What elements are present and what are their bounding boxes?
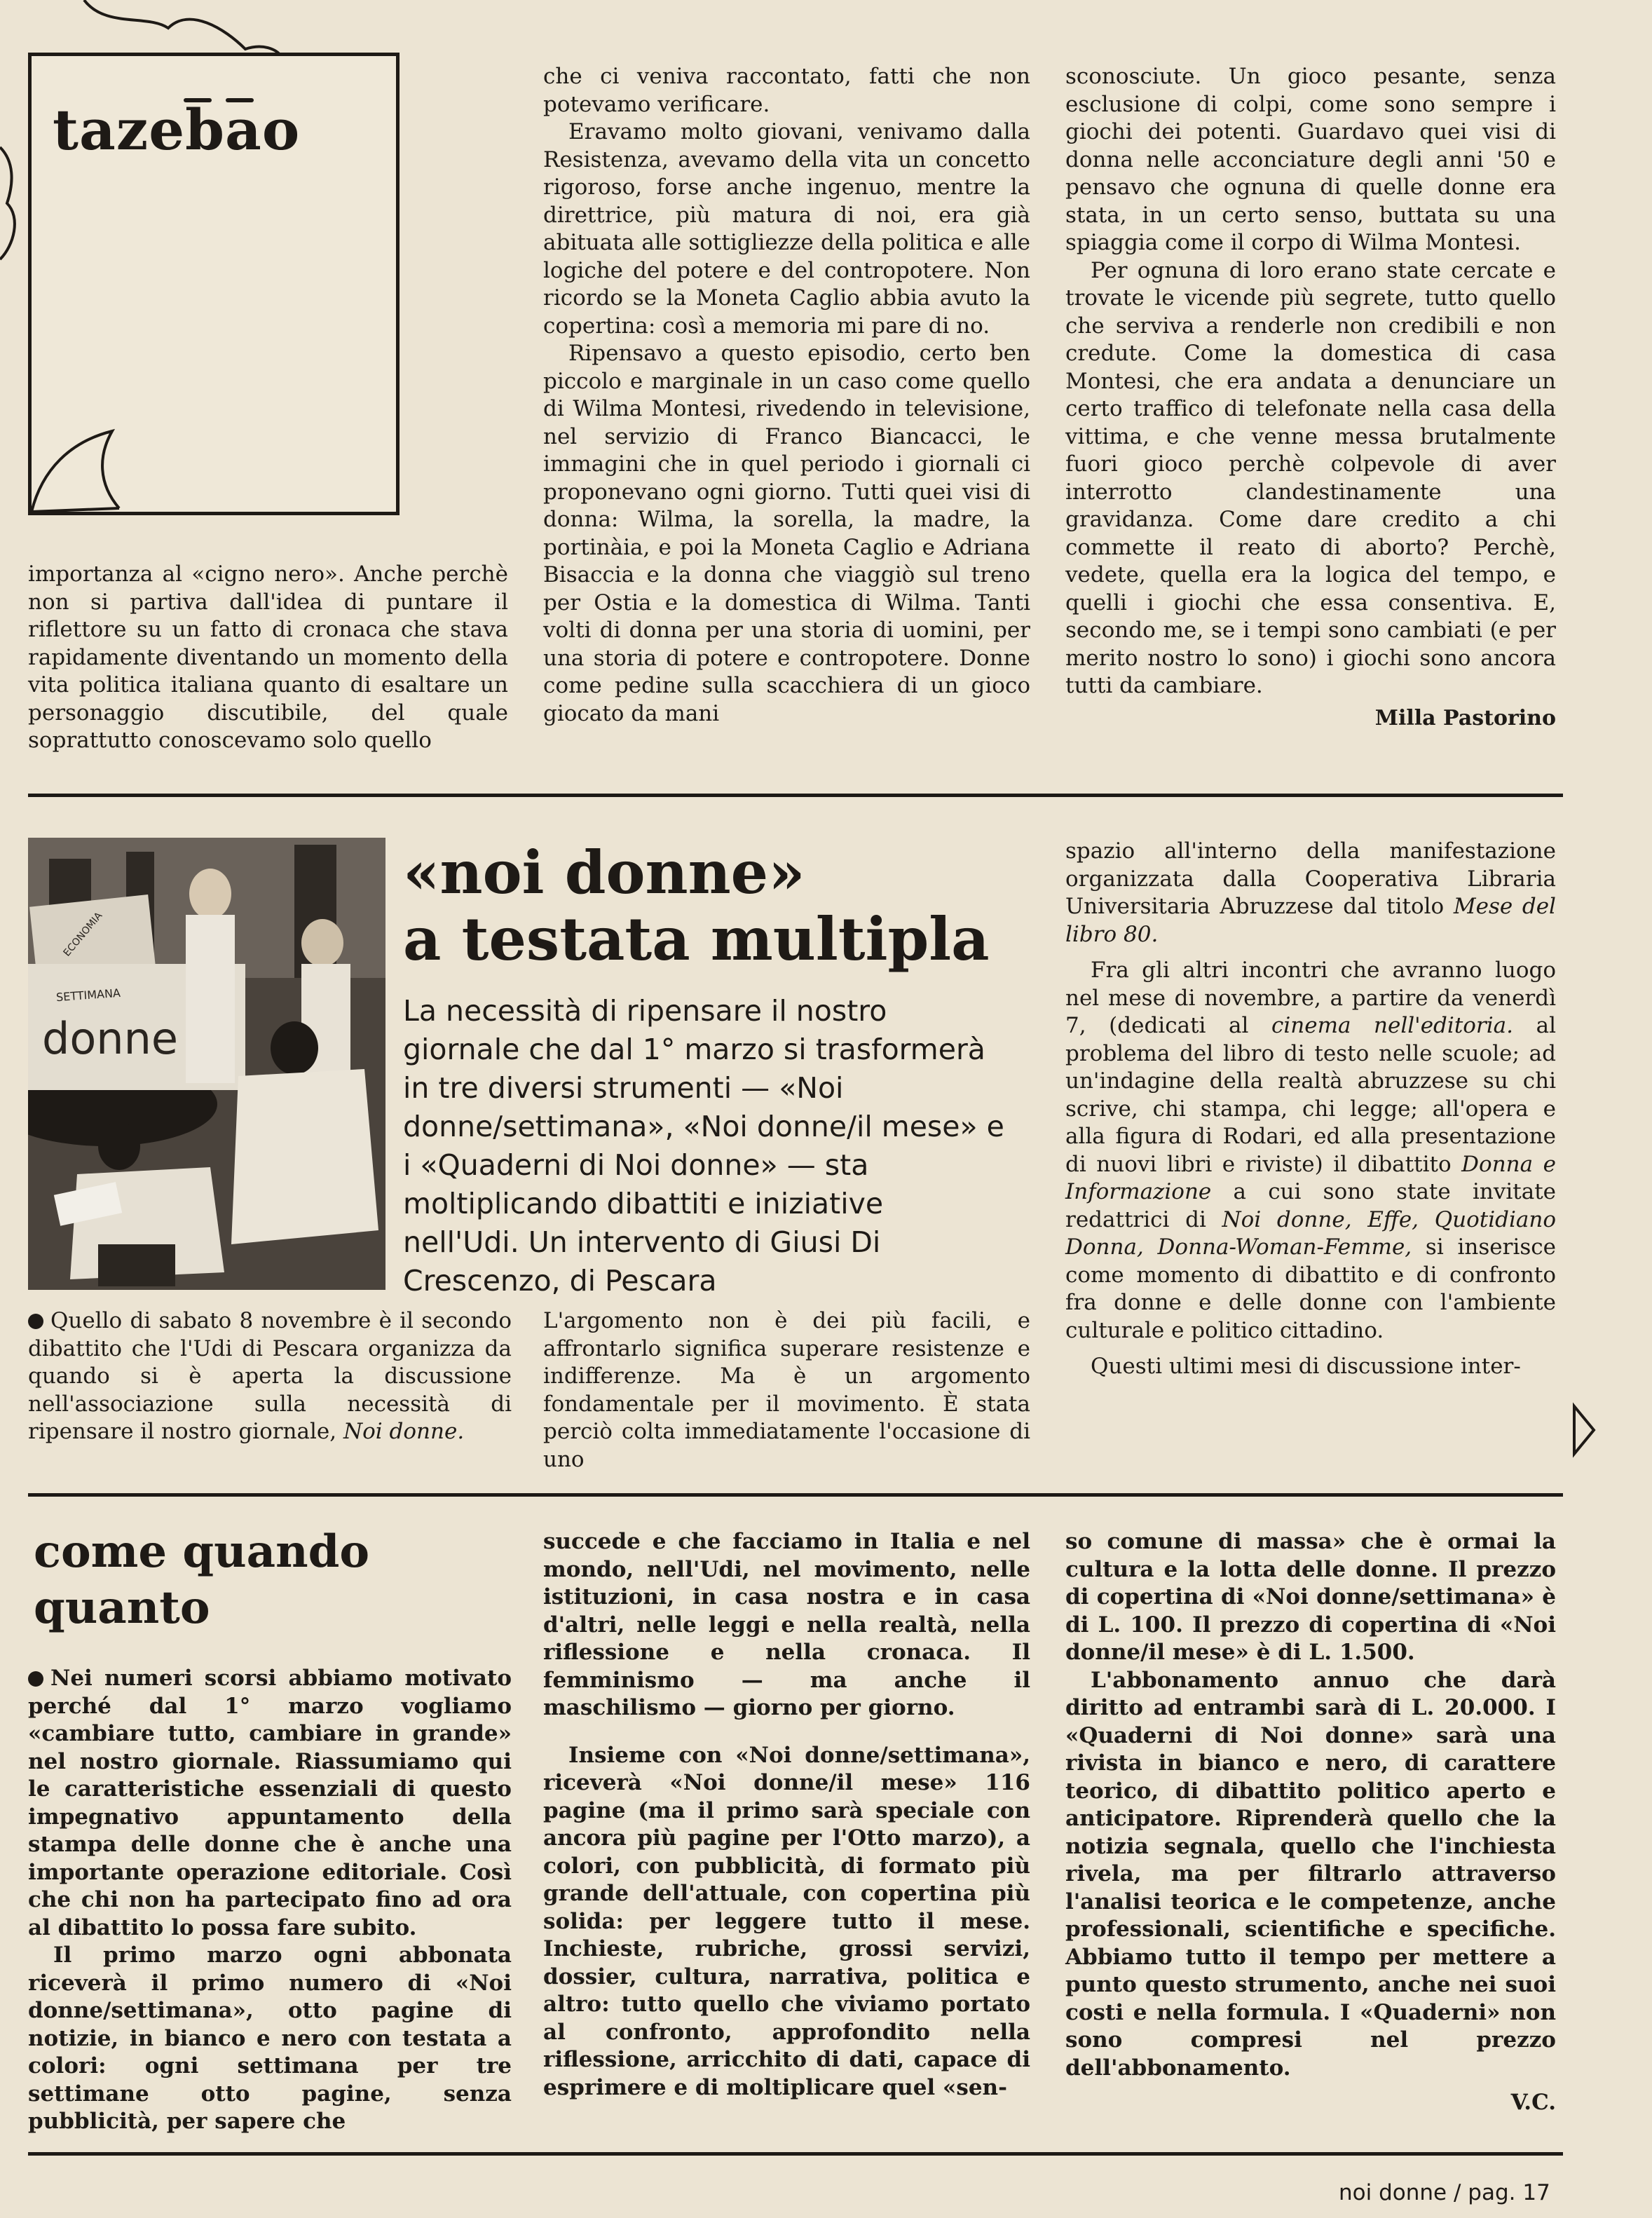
paragraph: Fra gli altri incontri che avranno luogo nel mese di novembre, a partire da venerdì 7, (dedicati al (1065, 958, 1556, 1038)
paragraph: sconosciute. Un gioco pesante, senza esclusione di colpi, come sono sempre i giochi dei potenti. Guardavo quei visi di donna nelle acconciature degli anni '50 e pensavo che ognuna di quelle donne era stata, in un certo senso, buttata su una spiaggia come il corpo di Wilma Montesi. (1065, 64, 1556, 255)
protest-photo (28, 838, 385, 1290)
article2-column-2 (543, 1307, 1030, 1474)
italic-title: Mese del libro 80. (1065, 894, 1556, 947)
photo-banner-text: SETTIMANA (55, 986, 121, 1005)
tazebao-column-2 (543, 63, 1030, 728)
paragraph: Eravamo molto giovani, venivamo dalla Resistenza, avevamo della vita un concetto rigoroso, forse anche ingenuo, mentre la direttrice, più matura di noi, era già abituata alle sottigliezze della politica e alle logiche del potere e del contropotere. Non ricordo se la Moneta Caglio abbia avuto la copertina: così a memoria mi pare di no. (543, 119, 1030, 339)
paragraph: a cui sono state invitate redattrici di (1065, 1179, 1556, 1232)
bullet-icon (28, 1671, 43, 1687)
italic-title: Donna e Informazione (1065, 1151, 1556, 1204)
bullet-icon (28, 1314, 43, 1329)
author-signature: V.C. (1510, 2090, 1556, 2115)
footer-separator: / (1453, 2180, 1461, 2205)
paragraph: succede e che facciamo in Italia e nel mondo, nell'Udi, nel movimento, nelle istituzioni, in casa nostra e in casa d'altri, nelle leggi e nella realtà, nella riflessione e nella cronaca. Il femminismo — ma anche il maschilismo — giorno per giorno. (543, 1529, 1030, 1720)
article-title-line-1: «noi donne» (403, 838, 805, 907)
paragraph: spazio all'interno della manifestazione organizzata dalla Cooperativa Libraria Universitaria Abruzzese dal titolo (1065, 838, 1556, 919)
article-title-line-1: come quando (34, 1525, 370, 1578)
paragraph: al problema del libro di testo nelle scuole; ad un'indagine della realtà abruzzese su chi scrive, chi stampa, chi legge; all'opera e alla figura di Rodari, ed alla presentazione di nuovi libri e riviste) il dibattito (1065, 1013, 1557, 1177)
page-number: 17 (1522, 2180, 1550, 2205)
article-title-line-2: quanto (34, 1581, 210, 1634)
paragraph: si inserisce come momento di dibattito e di confronto fra donne e delle donne con l'ambiente culturale e politico cittadino. (1065, 1234, 1556, 1343)
article3-column-2 (543, 1528, 1030, 2102)
article-deck: La necessità di ripensare il nostro giornale che dal 1° marzo si trasformerà in tre diversi strumenti — «Noi donne/settimana», «Noi donne/il mese» e i «Quaderni di Noi donne» — sta moltiplicando dibattiti e iniziative nell'Udi. Un intervento di Giusi Di Crescenzo, di Pescara (403, 994, 1004, 1298)
paragraph: Insieme con «Noi donne/settimana», riceverà «Noi donne/il mese» 116 pagine (ma il primo sarà speciale con ancora più pagine per l'Otto marzo), a colori, con pubblicità, di formato più grande dell'attuale, con copertina più solida: per leggere tutto il mese. Inchieste, rubriche, grossi servizi, dossier, cultura, narrativa, politica e altro: tutto quello che viviamo portato al confronto, approfondito nella riflessione, arricchito di dati, capace di esprimere e di moltiplicare quel «sen- (543, 1742, 1030, 2100)
paragraph: Nei numeri scorsi abbiamo motivato perché dal 1° marzo vogliamo «cambiare tutto, cambiare in grande» nel nostro giornale. Riassumiamo qui le caratteristiche essenziali di questo impegnativo appuntamento della stampa delle donne che è anche una importante operazione editoriale. Così che chi non ha partecipato fino ad ora al dibattito lo possa fare subito. (28, 1666, 512, 1940)
section-divider (28, 1493, 1563, 1497)
page-footer (1339, 2180, 1550, 2205)
tazebao-column-1 (28, 561, 508, 755)
magazine-brand: noi donne (1339, 2180, 1447, 2205)
photo-sign-text: ECONOMIA (61, 910, 105, 959)
paragraph: Ripensavo a questo episodio, certo ben piccolo e marginale in un caso come quello di Wilma Montesi, rivedendo in televisione, nel servizio di Franco Biancacci, le immagini che in quel periodo i giornali ci proponevano ogni giorno. Tutti quei visi di donna: Wilma, la sorella, la madre, la portinàia, e poi la Moneta Caglio e Adriana Bisaccia e la donna che viaggiò sul treno per Ostia e la domestica di Wilma. Tanti volti di donna per una storia di uomini, per una storia di potere e contropotere. Donne come pedine sulla scacchiera di un gioco giocato da mani (543, 341, 1030, 726)
tazebao-logo: tazebao (53, 97, 301, 163)
section-divider (28, 794, 1563, 797)
paragraph: Questi ultimi mesi di discussione inter- (1091, 1354, 1521, 1379)
paragraph: Quello di sabato 8 novembre è il secondo dibattito che l'Udi di Pescara organizza da quando si è aperta la discussione nell'associazione sulla necessità di ripensare il nostro giornale, (28, 1308, 512, 1444)
article2-column-3 (1065, 838, 1556, 1381)
continue-arrow-icon (1570, 1402, 1598, 1458)
page-label: pag. (1468, 2180, 1516, 2205)
section-divider (28, 2152, 1563, 2156)
article2-column-1 (28, 1307, 512, 1446)
article-title-line-2: a testata multipla (403, 904, 990, 974)
paragraph: Il primo marzo ogni abbonata riceverà il primo numero di «Noi donne/settimana», otto pagine di notizie, in bianco e nero con testata a colori: ogni settimana per tre settimane otto pagine, senza pubblicità, per sapere che (28, 1943, 512, 2134)
curled-corner-icon (28, 421, 154, 515)
article3-column-3 (1065, 1528, 1556, 2117)
italic-title: cinema nell'editoria. (1271, 1013, 1514, 1038)
photo-banner-logo: donne (42, 1013, 179, 1064)
tazebao-column-3 (1065, 63, 1556, 732)
paragraph: che ci veniva raccontato, fatti che non potevamo verificare. (543, 64, 1030, 117)
author-signature: Milla Pastorino (1374, 705, 1556, 730)
italic-title: Noi donne, Effe, Quotidiano Donna, Donna-Woman-Femme, (1065, 1206, 1557, 1260)
paragraph: so comune di massa» che è ormai la cultura e la lotta delle donne. Il prezzo di copertina di «Noi donne/settimana» è di L. 100. Il prezzo di copertina di «Noi donne/il mese» è di L. 1.500. (1065, 1529, 1556, 1665)
paragraph: importanza al «cigno nero». Anche perchè non si partiva dall'idea di puntare il riflettore su un fatto di cronaca che stava rapidamente diventando un momento della vita politica italiana quanto di esaltare un personaggio discutibile, del quale soprattutto conoscevamo solo quello (28, 562, 508, 753)
paragraph: L'argomento non è dei più facili, e affrontarlo significa superare resistenze e indifferenze. Ma è un argomento fondamentale per il movimento. È stata perciò colta immediatamente l'occasione di uno (543, 1308, 1030, 1472)
italic-title: Noi donne. (343, 1419, 465, 1444)
paragraph: Per ognuna di loro erano state cercate e trovate le vicende più segrete, tutto quello che serviva a renderle non credibili e non credute. Come la domestica di casa Montesi, che era andata a denunciare un certo traffico di telefonate nella casa della vittima, e che venne messa brutalmente fuori gioco perchè colpevole di aver interrotto clandestinamente una gravidanza. Come dare credito a chi commette il reato di aborto? Perchè, vedete, quella era la logica del tempo, e quelli i giochi che essa consentiva. E, secondo me, se i tempi sono cambiati (e per merito nostro lo sono) i giochi sono ancora tutti da cambiare. (1065, 257, 1556, 698)
article3-column-1 (28, 1665, 512, 2136)
paragraph: L'abbonamento annuo che darà diritto ad entrambi sarà di L. 20.000. I «Quaderni di Noi donne» sarà una rivista in bianco e nero, di carattere teorico, di dibattito politico aperto e anticipatore. Riprenderà quello che la notizia segnala, quello che l'inchiesta rivela, ma per filtrarlo attraverso l'analisi teorica e le competenze, anche professionali, scientifiche e specifiche. Abbiamo tutto il tempo per mettere a punto questo strumento, anche nei suoi costi e nella formula. I «Quaderni» non sono compresi nel prezzo dell'abbonamento. (1065, 1667, 1556, 2081)
